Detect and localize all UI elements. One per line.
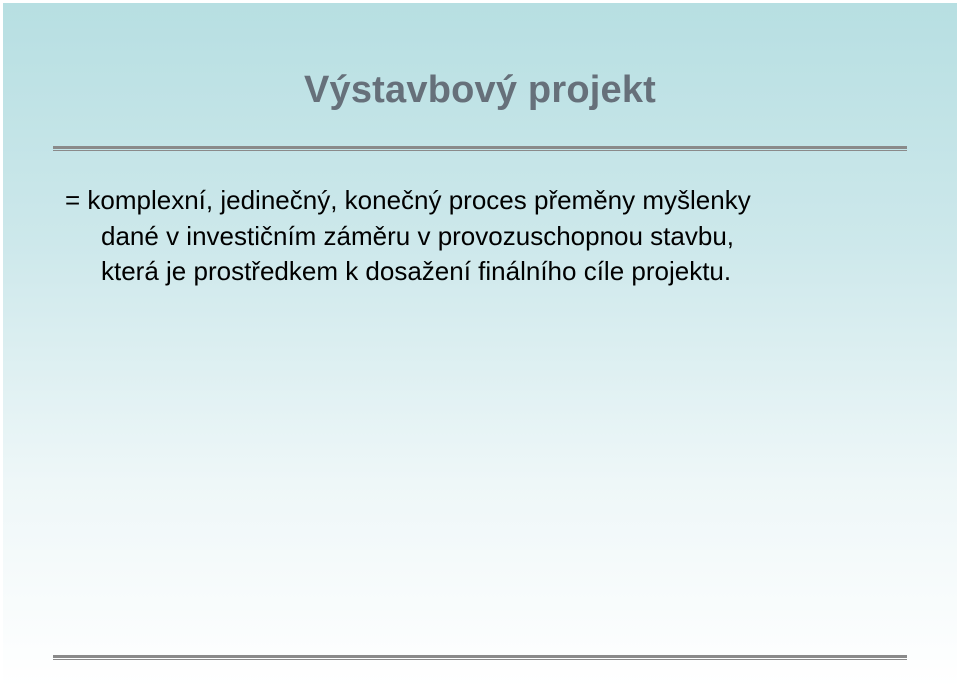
definition-line-2: dané v investičním záměru v provozuschopnou stavbu, [101, 220, 735, 251]
title-divider [53, 146, 907, 151]
definition-line-3: která je prostředkem k dosažení finálního cíle projektu. [101, 256, 732, 286]
slide [3, 3, 957, 688]
footer-divider [53, 655, 907, 660]
definition-line-1: = komplexní, jedinečný, konečný proces přeměny myšlenky [65, 185, 751, 215]
definition-text [65, 183, 945, 290]
slide-title: Výstavbový projekt [303, 69, 657, 111]
